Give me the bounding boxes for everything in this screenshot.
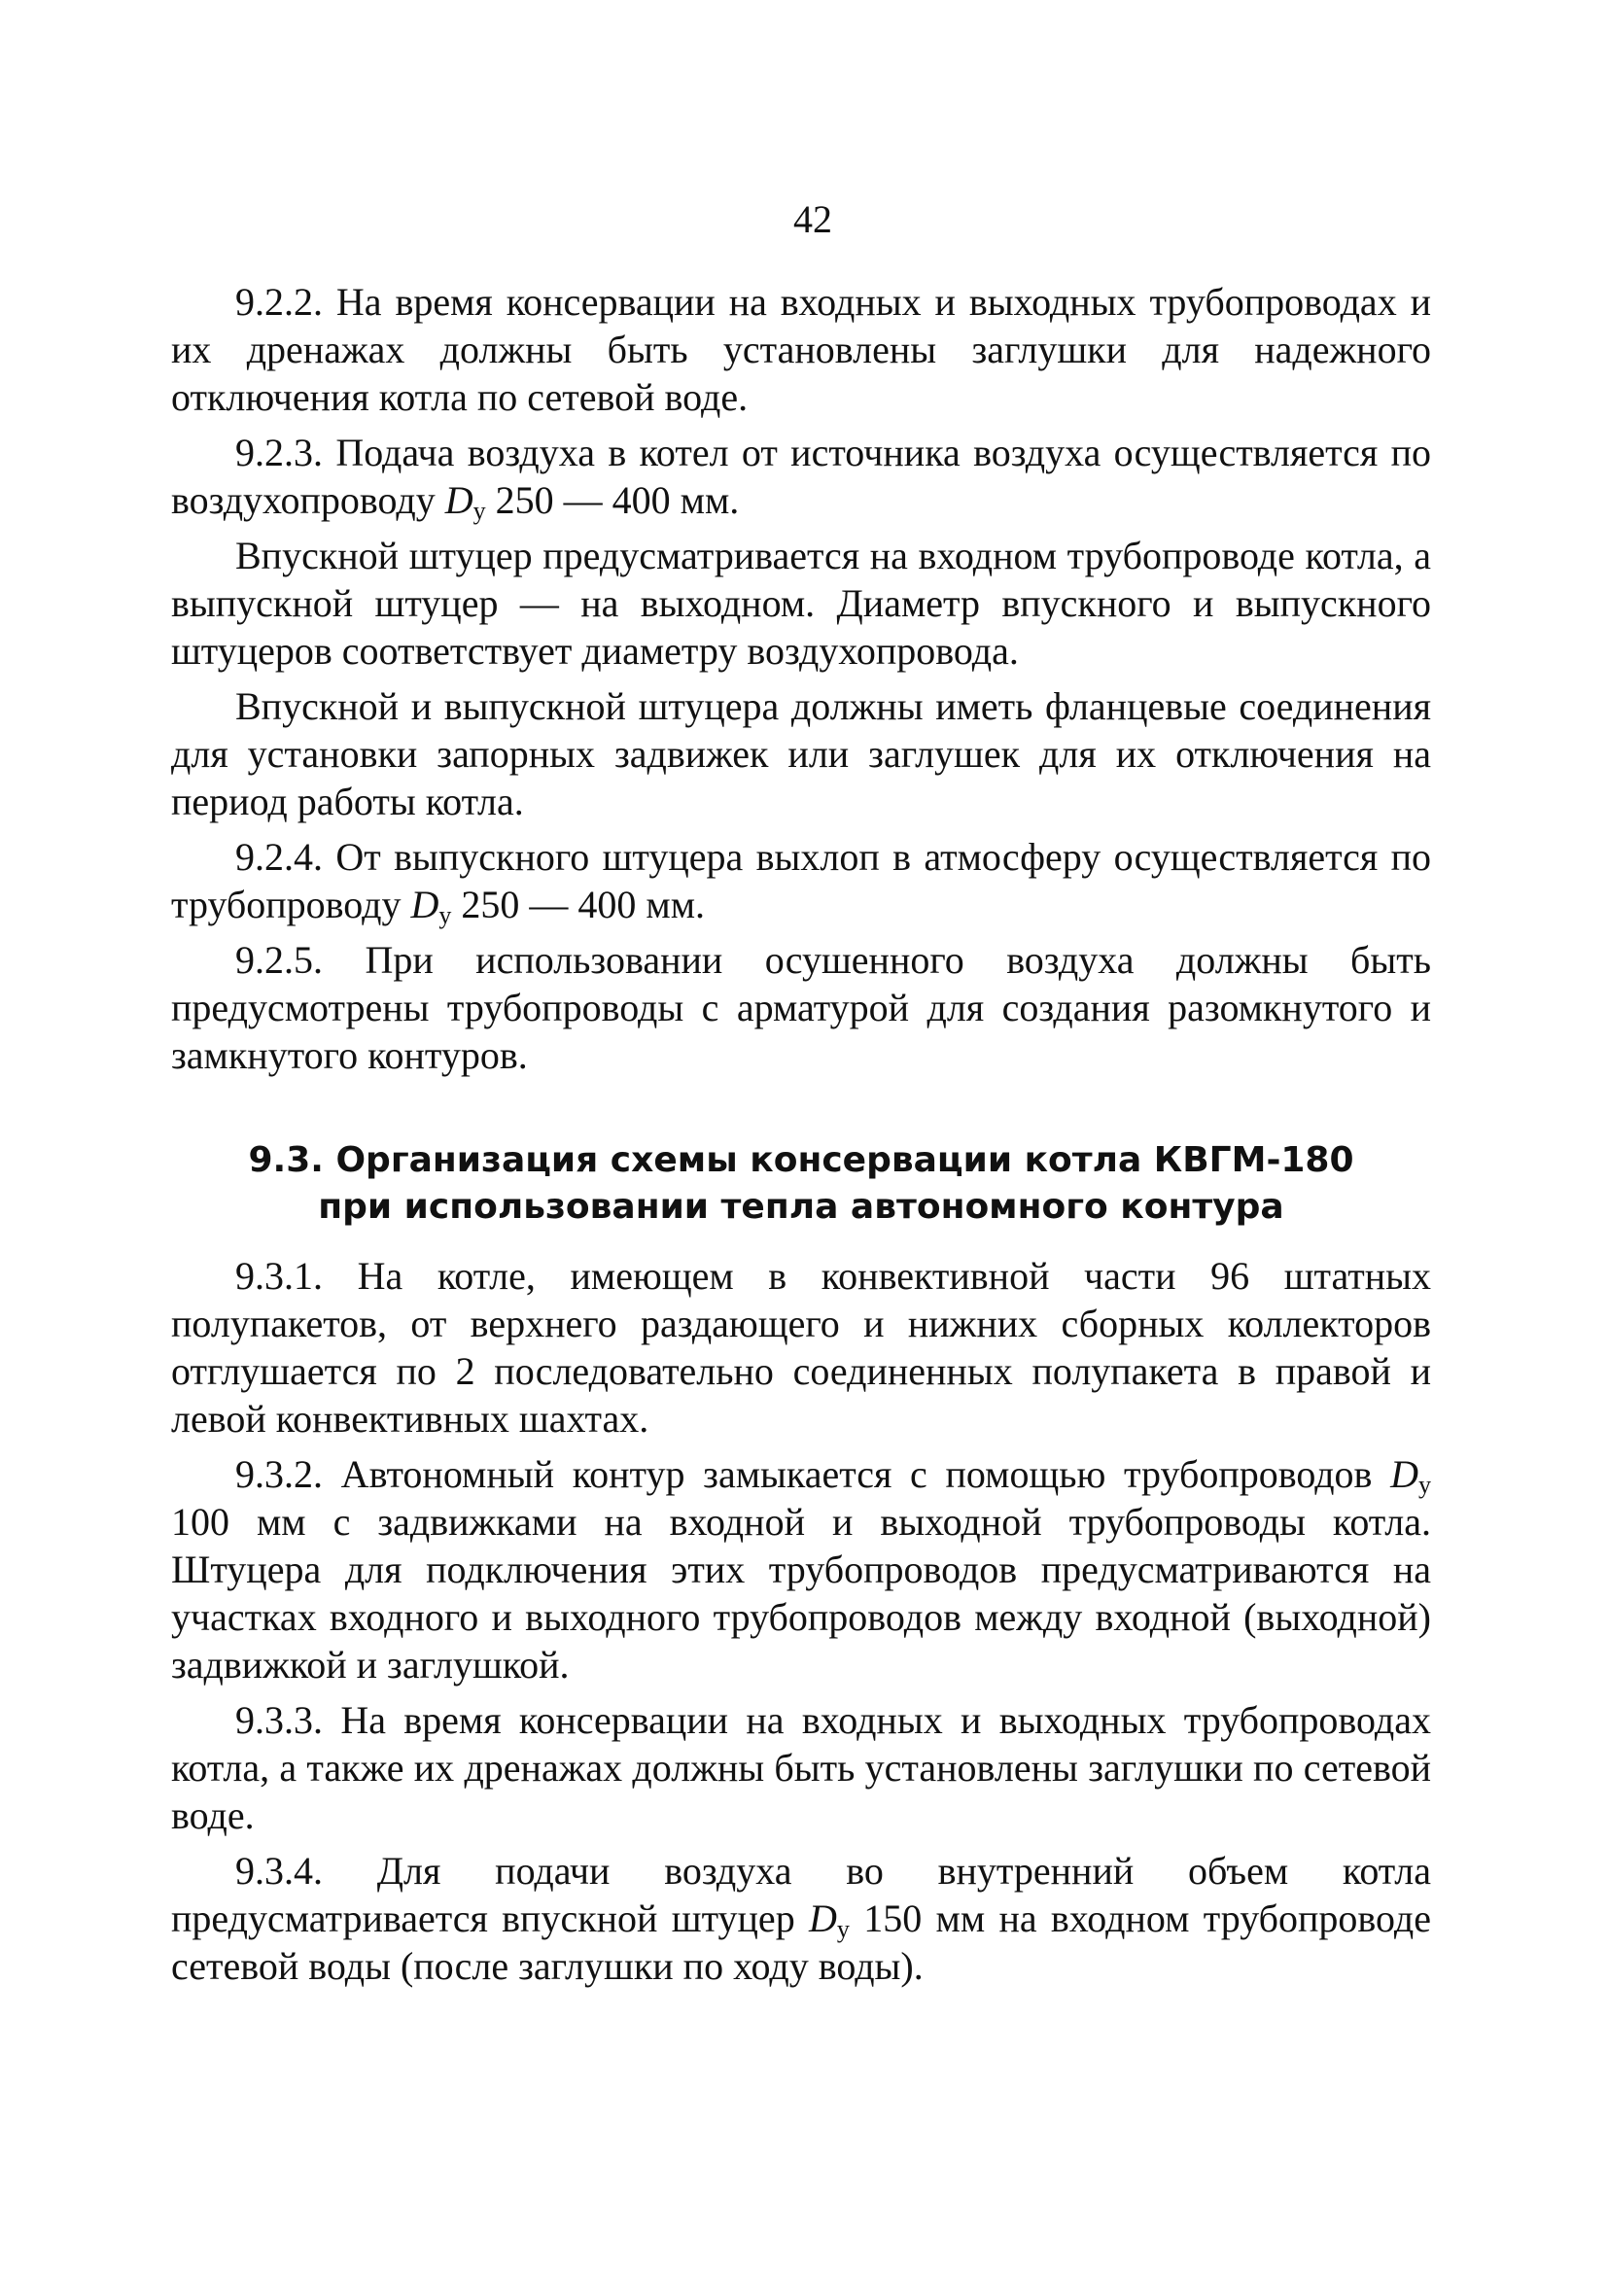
paragraph-text: 250 — 400 мм. <box>451 883 705 926</box>
paragraph-text: 9.3.2. Автономный контур замыкается с помощью трубопроводов <box>235 1452 1391 1496</box>
paragraph <box>171 682 1431 825</box>
nominal-diameter-symbol: D <box>410 883 439 926</box>
paragraph-text: 150 мм на входном трубопроводе сетевой воды (после заглушки по ходу воды). <box>171 1896 1431 1988</box>
paragraph-text: 9.3.3. На время консервации на входных и выходных трубопроводах котла, а также их дренажах должны быть установлены заглушки по сетевой воде. <box>171 1698 1431 1837</box>
nominal-diameter-symbol: D <box>809 1896 837 1940</box>
paragraph <box>171 1696 1431 1839</box>
paragraph <box>171 532 1431 675</box>
nominal-diameter-subscript: у <box>438 901 452 929</box>
document-page <box>171 194 1431 1998</box>
paragraph-text: Впускной штуцер предусматривается на входном трубопроводе котла, а выпускной штуцер — на выходном. Диаметр впускного и выпускного штуцеров соответствует диаметру воздухопровода. <box>171 534 1431 673</box>
paragraph <box>171 1847 1431 1990</box>
paragraph <box>171 429 1431 524</box>
nominal-diameter-subscript: у <box>836 1915 850 1943</box>
nominal-diameter-symbol: D <box>444 478 473 522</box>
nominal-diameter-symbol: D <box>1390 1452 1418 1496</box>
paragraph-text: 9.3.1. На котле, имеющем в конвективной части 96 штатных полупакетов, от верхнего раздающего и нижних сборных коллекторов отглушается по 2 последовательно соединенных полупакета в правой и левой конвективных шахтах. <box>171 1254 1431 1441</box>
paragraph-text: 9.2.5. При использовании осушенного воздуха должны быть предусмотрены трубопроводы с арматурой для создания разомкнутого и замкнутого контуров. <box>171 938 1431 1077</box>
paragraph-text: 9.2.3. Подача воздуха в котел от источника воздуха осуществляется по воздухопроводу <box>171 431 1431 522</box>
section-9-3-body <box>171 1252 1431 1990</box>
paragraph <box>171 1450 1431 1688</box>
page-number: 42 <box>793 197 832 241</box>
paragraph-text: 9.3.4. Для подачи воздуха во внутренний объем котла предусматривается впускной штуцер <box>171 1849 1431 1940</box>
nominal-diameter-subscript: у <box>472 497 486 525</box>
paragraph-text: Впускной и выпускной штуцера должны иметь фланцевые соединения для установки запорных задвижек или заглушек для их отключения на период работы котла. <box>171 684 1431 823</box>
section-heading <box>171 1137 1431 1231</box>
paragraph <box>171 278 1431 421</box>
nominal-diameter-subscript: у <box>1418 1471 1431 1499</box>
paragraph-text: 100 мм с задвижками на входной и выходной трубопроводы котла. Штуцера для подключения этих трубопроводов предусматриваются на участках входного и выходного трубопроводов между входной (выходной) задвижкой и заглушкой. <box>171 1500 1431 1687</box>
paragraph <box>171 936 1431 1079</box>
paragraph <box>171 1252 1431 1443</box>
paragraph-text: 9.2.4. От выпускного штуцера выхлоп в атмосферу осуществляется по трубопроводу <box>171 835 1431 926</box>
paragraph-text: 250 — 400 мм. <box>485 478 740 522</box>
section-heading-line-1: 9.3. Организация схемы консервации котла КВГМ-180 <box>248 1140 1354 1180</box>
paragraph-text: 9.2.2. На время консервации на входных и выходных трубопроводах и их дренажах должны быть установлены заглушки для надежного отключения котла по сетевой воде. <box>171 280 1431 419</box>
section-heading-line-2: при использовании тепла автономного контура <box>318 1187 1284 1227</box>
section-9-2-body <box>171 278 1431 1079</box>
paragraph <box>171 833 1431 928</box>
